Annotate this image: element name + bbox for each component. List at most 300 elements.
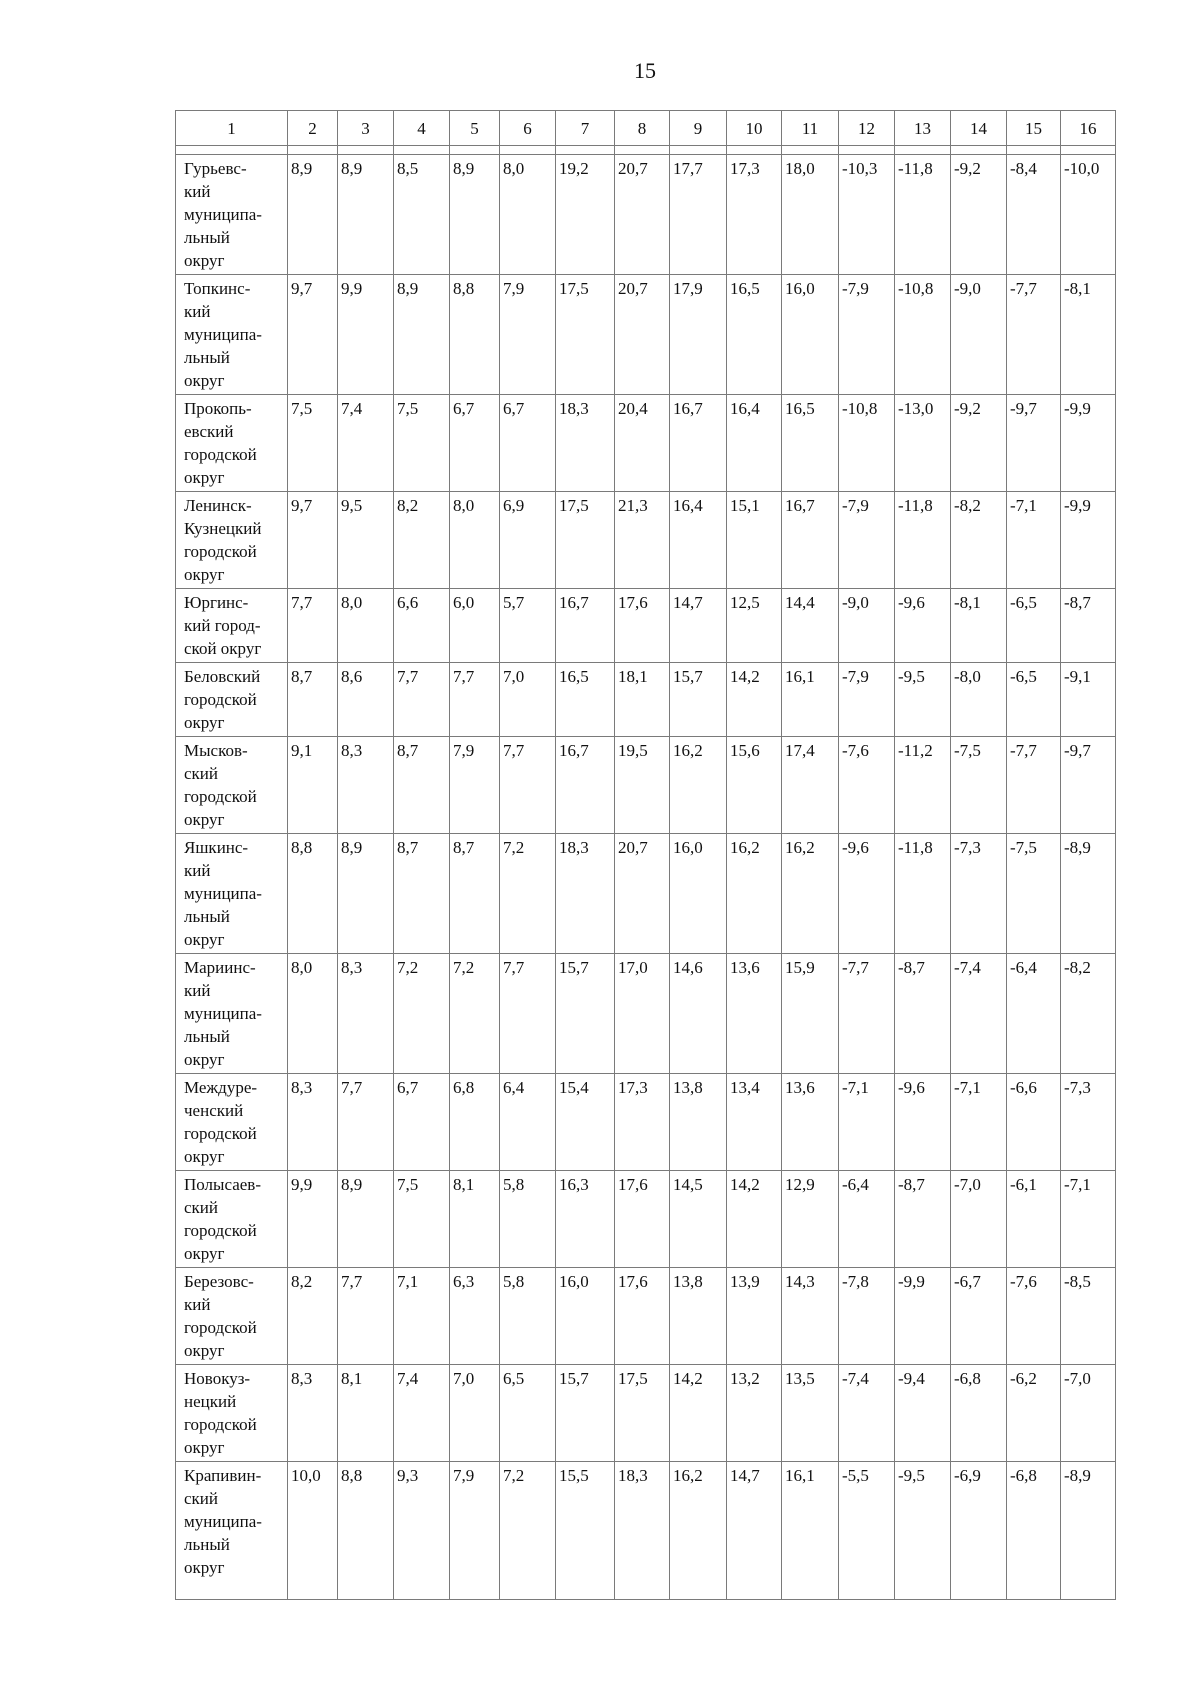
district-name-line: городской [184,1221,257,1240]
value-cell-col-10: 13,6 [727,954,782,1074]
value-cell-col-11: 12,9 [782,1171,839,1268]
value-cell-col-4: 7,5 [394,1171,450,1268]
value-cell-col-7: 15,5 [556,1462,615,1600]
district-name-line: Мысков- [184,741,248,760]
district-name-line: округ [184,1147,225,1166]
value-cell-col-16: -9,9 [1061,492,1116,589]
district-name-line: Полысаев- [184,1175,261,1194]
value-cell-col-14: -6,7 [951,1268,1007,1365]
value-cell-col-7: 18,3 [556,395,615,492]
district-name-cell [176,395,288,492]
district-name-line: льный [184,1027,230,1046]
value-cell-col-15: -6,2 [1007,1365,1061,1462]
value-cell-col-10: 16,2 [727,834,782,954]
value-cell-col-8: 20,7 [615,155,670,275]
district-name-line: Междуре- [184,1078,258,1097]
value-cell-col-3: 8,6 [338,663,394,737]
spacer-cell [1061,146,1116,155]
value-cell-col-2: 8,3 [288,1074,338,1171]
value-cell-col-15: -6,5 [1007,589,1061,663]
column-header-10: 10 [727,111,782,146]
value-cell-col-14: -6,9 [951,1462,1007,1600]
value-cell-col-8: 20,7 [615,275,670,395]
value-cell-col-5: 6,0 [450,589,500,663]
table-row [176,663,1116,737]
value-cell-col-6: 6,9 [500,492,556,589]
table-row [176,492,1116,589]
value-cell-col-2: 8,3 [288,1365,338,1462]
value-cell-col-7: 17,5 [556,275,615,395]
value-cell-col-13: -11,2 [895,737,951,834]
value-cell-col-13: -10,8 [895,275,951,395]
district-name-line: округ [184,1558,225,1577]
table-body [176,146,1116,1600]
value-cell-col-14: -7,1 [951,1074,1007,1171]
value-cell-col-15: -8,4 [1007,155,1061,275]
district-name-cell [176,155,288,275]
district-name-line: муниципа- [184,1512,262,1531]
value-cell-col-16: -7,3 [1061,1074,1116,1171]
value-cell-col-2: 8,0 [288,954,338,1074]
value-cell-col-4: 8,7 [394,737,450,834]
value-cell-col-8: 18,3 [615,1462,670,1600]
value-cell-col-2: 9,9 [288,1171,338,1268]
value-cell-col-14: -7,4 [951,954,1007,1074]
value-cell-col-16: -8,1 [1061,275,1116,395]
district-name-line: округ [184,1438,225,1457]
district-name-line: Ленинск- [184,496,252,515]
spacer-cell [951,146,1007,155]
district-name-cell [176,1462,288,1600]
value-cell-col-4: 7,2 [394,954,450,1074]
value-cell-col-12: -7,9 [839,492,895,589]
value-cell-col-10: 14,7 [727,1462,782,1600]
value-cell-col-10: 15,1 [727,492,782,589]
value-cell-col-15: -6,6 [1007,1074,1061,1171]
district-name-cell [176,954,288,1074]
value-cell-col-3: 8,1 [338,1365,394,1462]
value-cell-col-7: 15,7 [556,1365,615,1462]
value-cell-col-16: -9,1 [1061,663,1116,737]
value-cell-col-12: -5,5 [839,1462,895,1600]
district-name-line: Кузнецкий [184,519,262,538]
value-cell-col-12: -7,9 [839,663,895,737]
value-cell-col-8: 20,4 [615,395,670,492]
column-header-5: 5 [450,111,500,146]
header-row [176,111,1116,146]
column-header-15: 15 [1007,111,1061,146]
value-cell-col-4: 6,6 [394,589,450,663]
value-cell-col-11: 15,9 [782,954,839,1074]
value-cell-col-11: 13,6 [782,1074,839,1171]
value-cell-col-12: -10,3 [839,155,895,275]
value-cell-col-10: 12,5 [727,589,782,663]
value-cell-col-16: -9,7 [1061,737,1116,834]
value-cell-col-8: 17,6 [615,1268,670,1365]
value-cell-col-4: 9,3 [394,1462,450,1600]
district-name-cell [176,492,288,589]
district-name-line: округ [184,1341,225,1360]
value-cell-col-2: 8,8 [288,834,338,954]
page-number: 15 [634,58,656,83]
value-cell-col-7: 16,7 [556,737,615,834]
value-cell-col-14: -7,5 [951,737,1007,834]
value-cell-col-6: 5,7 [500,589,556,663]
value-cell-col-5: 8,0 [450,492,500,589]
value-cell-col-14: -8,1 [951,589,1007,663]
district-name-line: кий город- [184,616,261,635]
value-cell-col-11: 14,3 [782,1268,839,1365]
value-cell-col-16: -8,9 [1061,1462,1116,1600]
value-cell-col-3: 7,7 [338,1268,394,1365]
table-row [176,395,1116,492]
value-cell-col-3: 8,0 [338,589,394,663]
value-cell-col-3: 8,9 [338,1171,394,1268]
spacer-cell [500,146,556,155]
value-cell-col-4: 7,5 [394,395,450,492]
value-cell-col-6: 7,7 [500,737,556,834]
table-row [176,1462,1116,1600]
value-cell-col-3: 8,3 [338,737,394,834]
value-cell-col-4: 7,7 [394,663,450,737]
value-cell-col-14: -8,2 [951,492,1007,589]
value-cell-col-10: 16,5 [727,275,782,395]
value-cell-col-16: -7,1 [1061,1171,1116,1268]
value-cell-col-9: 13,8 [670,1268,727,1365]
value-cell-col-8: 17,0 [615,954,670,1074]
value-cell-col-4: 7,4 [394,1365,450,1462]
district-name-line: ской округ [184,639,262,658]
district-name-line: муниципа- [184,1004,262,1023]
header-spacer-row [176,146,1116,155]
district-name-line: кий [184,1295,211,1314]
column-header-3: 3 [338,111,394,146]
value-cell-col-2: 8,7 [288,663,338,737]
value-cell-col-3: 7,4 [338,395,394,492]
value-cell-col-6: 7,7 [500,954,556,1074]
value-cell-col-12: -10,8 [839,395,895,492]
table-row [176,1171,1116,1268]
value-cell-col-13: -9,9 [895,1268,951,1365]
district-name-line: льный [184,348,230,367]
value-cell-col-11: 17,4 [782,737,839,834]
value-cell-col-10: 15,6 [727,737,782,834]
spacer-cell [556,146,615,155]
column-header-12: 12 [839,111,895,146]
value-cell-col-10: 13,2 [727,1365,782,1462]
value-cell-col-9: 13,8 [670,1074,727,1171]
value-cell-col-5: 6,7 [450,395,500,492]
district-name-line: Новокуз- [184,1369,251,1388]
value-cell-col-12: -6,4 [839,1171,895,1268]
value-cell-col-5: 7,0 [450,1365,500,1462]
value-cell-col-10: 17,3 [727,155,782,275]
spacer-cell [338,146,394,155]
district-name-line: Яшкинс- [184,838,249,857]
value-cell-col-2: 9,7 [288,492,338,589]
value-cell-col-2: 9,7 [288,275,338,395]
value-cell-col-11: 16,2 [782,834,839,954]
district-name-line: округ [184,468,225,487]
district-name-line: кий [184,302,211,321]
column-header-16: 16 [1061,111,1116,146]
value-cell-col-13: -11,8 [895,155,951,275]
value-cell-col-12: -7,4 [839,1365,895,1462]
value-cell-col-7: 17,5 [556,492,615,589]
value-cell-col-8: 17,6 [615,589,670,663]
value-cell-col-11: 16,0 [782,275,839,395]
value-cell-col-6: 7,2 [500,834,556,954]
district-name-line: Мариинс- [184,958,256,977]
district-name-line: округ [184,371,225,390]
spacer-cell [450,146,500,155]
district-name-cell [176,275,288,395]
value-cell-col-12: -7,6 [839,737,895,834]
district-name-line: ченский [184,1101,244,1120]
value-cell-col-15: -7,7 [1007,275,1061,395]
value-cell-col-11: 18,0 [782,155,839,275]
district-name-cell [176,589,288,663]
table-row [176,834,1116,954]
value-cell-col-16: -7,0 [1061,1365,1116,1462]
value-cell-col-15: -6,1 [1007,1171,1061,1268]
value-cell-col-6: 5,8 [500,1171,556,1268]
value-cell-col-4: 8,5 [394,155,450,275]
value-cell-col-14: -8,0 [951,663,1007,737]
district-name-line: городской [184,787,257,806]
spacer-cell [176,146,288,155]
value-cell-col-7: 16,0 [556,1268,615,1365]
value-cell-col-7: 16,5 [556,663,615,737]
value-cell-col-15: -6,5 [1007,663,1061,737]
table-row [176,1365,1116,1462]
value-cell-col-11: 16,7 [782,492,839,589]
value-cell-col-13: -9,6 [895,589,951,663]
table-row [176,1268,1116,1365]
spacer-cell [670,146,727,155]
value-cell-col-2: 7,7 [288,589,338,663]
district-name-line: городской [184,445,257,464]
value-cell-col-14: -9,0 [951,275,1007,395]
value-cell-col-14: -7,3 [951,834,1007,954]
column-header-6: 6 [500,111,556,146]
district-name-line: городской [184,1415,257,1434]
district-name-line: нецкий [184,1392,237,1411]
value-cell-col-13: -9,4 [895,1365,951,1462]
value-cell-col-13: -11,8 [895,492,951,589]
value-cell-col-14: -9,2 [951,155,1007,275]
value-cell-col-16: -10,0 [1061,155,1116,275]
value-cell-col-14: -7,0 [951,1171,1007,1268]
district-name-line: Беловский [184,667,261,686]
value-cell-col-7: 19,2 [556,155,615,275]
value-cell-col-3: 8,9 [338,834,394,954]
value-cell-col-16: -8,2 [1061,954,1116,1074]
data-table [175,110,1116,1600]
value-cell-col-3: 9,5 [338,492,394,589]
value-cell-col-12: -7,1 [839,1074,895,1171]
column-header-14: 14 [951,111,1007,146]
value-cell-col-7: 16,3 [556,1171,615,1268]
value-cell-col-16: -8,5 [1061,1268,1116,1365]
value-cell-col-14: -9,2 [951,395,1007,492]
value-cell-col-8: 17,3 [615,1074,670,1171]
district-name-cell [176,663,288,737]
spacer-cell [394,146,450,155]
value-cell-col-3: 8,3 [338,954,394,1074]
value-cell-col-5: 8,1 [450,1171,500,1268]
value-cell-col-4: 6,7 [394,1074,450,1171]
value-cell-col-10: 14,2 [727,663,782,737]
district-name-line: льный [184,228,230,247]
value-cell-col-11: 16,5 [782,395,839,492]
value-cell-col-3: 8,8 [338,1462,394,1600]
value-cell-col-6: 7,0 [500,663,556,737]
value-cell-col-2: 9,1 [288,737,338,834]
district-name-cell [176,1074,288,1171]
district-name-line: льный [184,907,230,926]
value-cell-col-10: 16,4 [727,395,782,492]
district-name-line: кий [184,981,211,1000]
value-cell-col-13: -8,7 [895,1171,951,1268]
district-name-line: ский [184,764,218,783]
value-cell-col-7: 15,7 [556,954,615,1074]
district-name-line: округ [184,1244,225,1263]
value-cell-col-9: 16,0 [670,834,727,954]
value-cell-col-13: -9,5 [895,663,951,737]
value-cell-col-8: 17,6 [615,1171,670,1268]
district-name-line: Юргинс- [184,593,249,612]
district-name-line: муниципа- [184,205,262,224]
value-cell-col-13: -9,6 [895,1074,951,1171]
value-cell-col-15: -6,4 [1007,954,1061,1074]
spacer-cell [782,146,839,155]
value-cell-col-12: -7,8 [839,1268,895,1365]
district-name-line: кий [184,861,211,880]
district-name-line: округ [184,1050,225,1069]
value-cell-col-12: -7,9 [839,275,895,395]
value-cell-col-9: 14,5 [670,1171,727,1268]
value-cell-col-13: -8,7 [895,954,951,1074]
value-cell-col-11: 16,1 [782,1462,839,1600]
value-cell-col-6: 6,4 [500,1074,556,1171]
value-cell-col-7: 15,4 [556,1074,615,1171]
value-cell-col-15: -6,8 [1007,1462,1061,1600]
value-cell-col-11: 14,4 [782,589,839,663]
value-cell-col-5: 8,7 [450,834,500,954]
district-name-cell [176,737,288,834]
spacer-cell [288,146,338,155]
value-cell-col-14: -6,8 [951,1365,1007,1462]
value-cell-col-10: 14,2 [727,1171,782,1268]
column-header-4: 4 [394,111,450,146]
district-name-cell [176,1171,288,1268]
district-name-line: Гурьевс- [184,159,247,178]
table-row [176,737,1116,834]
value-cell-col-9: 16,2 [670,1462,727,1600]
value-cell-col-12: -7,7 [839,954,895,1074]
value-cell-col-5: 7,7 [450,663,500,737]
value-cell-col-7: 18,3 [556,834,615,954]
value-cell-col-16: -8,9 [1061,834,1116,954]
value-cell-col-3: 9,9 [338,275,394,395]
spacer-cell [895,146,951,155]
value-cell-col-5: 6,8 [450,1074,500,1171]
district-name-cell [176,1268,288,1365]
value-cell-col-7: 16,7 [556,589,615,663]
value-cell-col-4: 8,7 [394,834,450,954]
value-cell-col-12: -9,0 [839,589,895,663]
district-name-line: Прокопь- [184,399,252,418]
value-cell-col-15: -7,1 [1007,492,1061,589]
value-cell-col-10: 13,9 [727,1268,782,1365]
value-cell-col-6: 8,0 [500,155,556,275]
value-cell-col-15: -9,7 [1007,395,1061,492]
column-header-11: 11 [782,111,839,146]
value-cell-col-9: 17,9 [670,275,727,395]
value-cell-col-15: -7,5 [1007,834,1061,954]
table-row [176,589,1116,663]
district-name-line: ский [184,1198,218,1217]
value-cell-col-3: 7,7 [338,1074,394,1171]
value-cell-col-12: -9,6 [839,834,895,954]
value-cell-col-5: 6,3 [450,1268,500,1365]
value-cell-col-9: 15,7 [670,663,727,737]
district-name-line: округ [184,251,225,270]
value-cell-col-2: 8,9 [288,155,338,275]
value-cell-col-11: 16,1 [782,663,839,737]
value-cell-col-3: 8,9 [338,155,394,275]
value-cell-col-9: 17,7 [670,155,727,275]
value-cell-col-5: 7,9 [450,737,500,834]
column-header-2: 2 [288,111,338,146]
spacer-cell [727,146,782,155]
district-name-line: городской [184,1318,257,1337]
value-cell-col-11: 13,5 [782,1365,839,1462]
district-name-line: округ [184,565,225,584]
value-cell-col-5: 8,8 [450,275,500,395]
value-cell-col-15: -7,7 [1007,737,1061,834]
table-row [176,275,1116,395]
value-cell-col-5: 7,2 [450,954,500,1074]
bottom-padding [184,1579,284,1597]
district-name-cell [176,1365,288,1462]
value-cell-col-13: -9,5 [895,1462,951,1600]
column-header-7: 7 [556,111,615,146]
value-cell-col-4: 8,9 [394,275,450,395]
district-name-line: городской [184,690,257,709]
value-cell-col-8: 18,1 [615,663,670,737]
value-cell-col-2: 7,5 [288,395,338,492]
value-cell-col-9: 16,7 [670,395,727,492]
value-cell-col-9: 14,7 [670,589,727,663]
value-cell-col-6: 6,7 [500,395,556,492]
value-cell-col-2: 8,2 [288,1268,338,1365]
table-row [176,155,1116,275]
value-cell-col-16: -9,9 [1061,395,1116,492]
district-name-line: ский [184,1489,218,1508]
column-header-13: 13 [895,111,951,146]
value-cell-col-8: 20,7 [615,834,670,954]
column-header-9: 9 [670,111,727,146]
district-name-line: округ [184,930,225,949]
value-cell-col-9: 14,6 [670,954,727,1074]
district-name-line: округ [184,713,225,732]
value-cell-col-4: 7,1 [394,1268,450,1365]
district-name-line: городской [184,1124,257,1143]
district-name-line: муниципа- [184,884,262,903]
district-name-line: Крапивин- [184,1466,262,1485]
